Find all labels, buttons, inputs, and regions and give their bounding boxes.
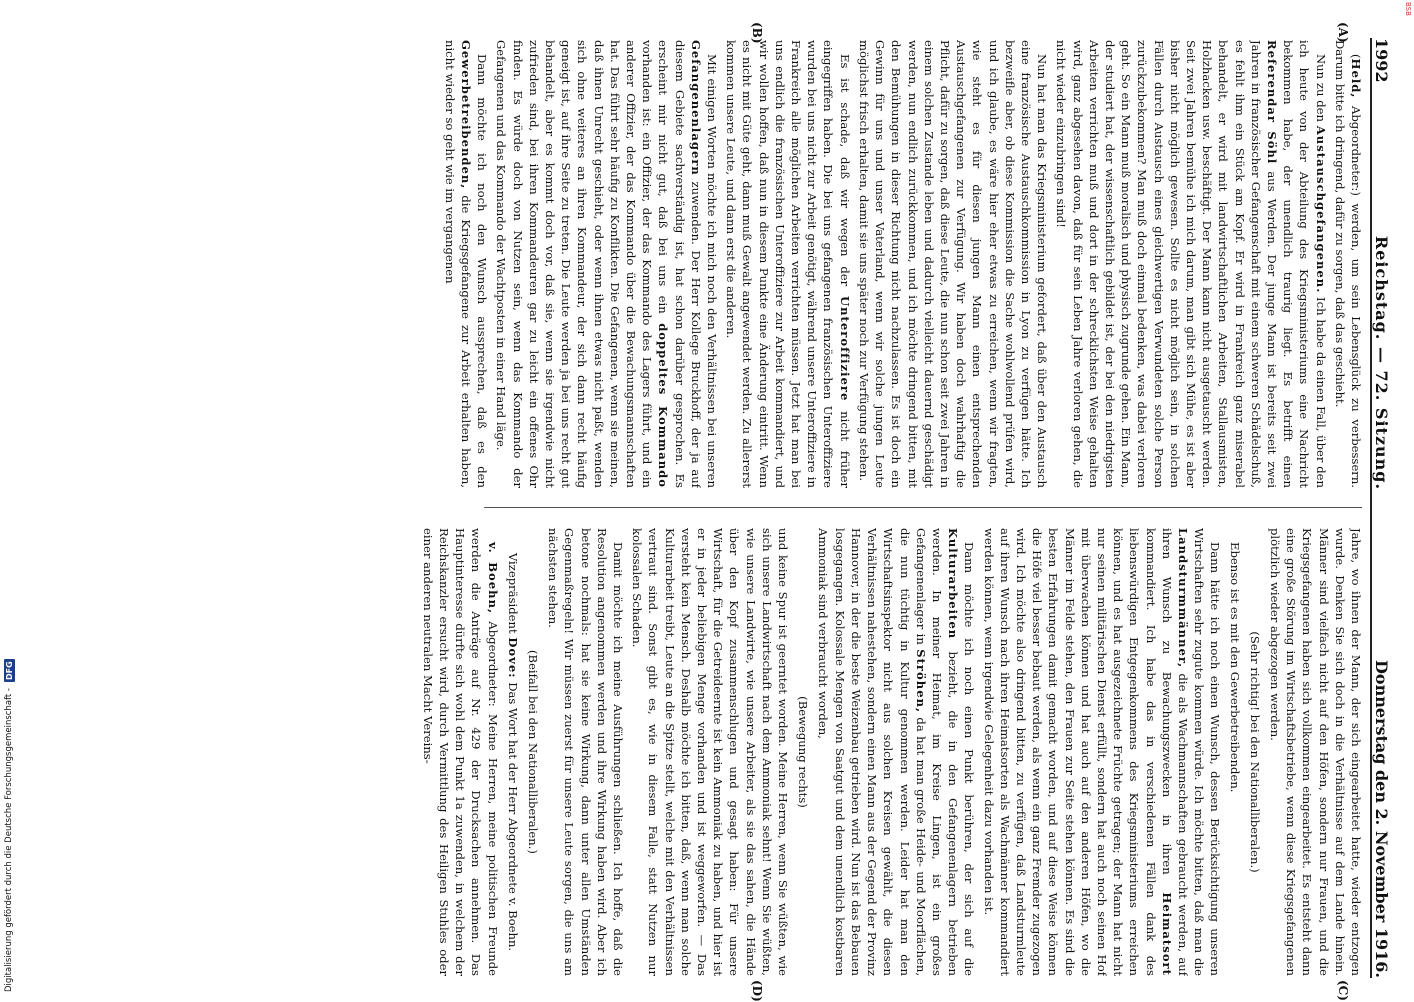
text-run: die Kriegsgefangene zur Arbeit erhalten haben, nicht wieder so geht wie im vergangenen bbox=[442, 40, 474, 488]
keyword: Gefangenenlagern bbox=[688, 40, 703, 176]
text-run: Nun hat man das Kriegsministerium gefordert, daß über den Austausch eine französische Austauschkommission in Lyon zu verfügen hätte. Ich bezweifle aber, ob diese Kommission die Sache wohlwollend prüfen wird, und ich glaube, es wäre hier eher etwas zu erreichen, wenn wir fragten, wie steht es für diesen jungen Mann einen entsprechenden Austauschgefangenen zur Verfügung. Wir haben doch wahrhaftig die Pflicht, dafür zu sorgen, daß diese Leute, die nun schon seit zwei Jahren in einem solchen Zustande leben und dadurch vielleicht dauernd geschädigt werden, nun endlich zurückkommen, und ich möchte dringend bitten, mit den Bemühungen in dieser Richtung nicht nachzulassen. Es ist doch ein Gewinn für uns und unser Vaterland, wenn wir solche jungen Leute möglichst frisch erhalten, damit sie uns später noch zur Verfügung stehen. bbox=[856, 40, 1050, 488]
library-mark: BSB bbox=[1404, 2, 1412, 16]
paragraph: (Held, Abgeordneter:) werden, um sein Lebensglück zu verbessern. Darum bitte ich dringend, dafür zu sorgen, daß das geschieht. bbox=[1332, 40, 1363, 488]
margin-mark-d: (D) bbox=[750, 980, 764, 1002]
keyword: Unteroffiziere bbox=[837, 296, 852, 402]
text-run: und keine Spur ist geerntet worden. Meine Herren, wenn Sie wüßten, wie sich unsere Landwirtschaft nach dem Ammoniak sehnt! Wenn Sie wüßten, wie unsere Landwirte, wie unsere Arbeiter, als sie das sahen, die Hände über den Kopf zusammenschlugen und gesagt haben: Für unsere Wirtschaft, für die Getreideernte ist kein Ammoniak zu haben, und hier ist er in jeder beliebigen Menge vorhanden und ist weggeworfen. — Das versteht kein Mensch. Deshalb möchte ich bitten, daß, wenn man solche Kulturarbeit treibt, Leute an die Spitze stellt, welche mit den Verhältnissen vertraut sind. Sonst gibt es, wie in diesem Falle, statt Nutzen nur kolossalen Schaden. bbox=[630, 528, 791, 976]
document-page bbox=[44, 18, 1404, 1002]
speaker-note: Abgeordneter: bbox=[1349, 105, 1363, 192]
paragraph bbox=[1226, 528, 1242, 976]
text-run: Es ist schade, daß wir wegen der bbox=[837, 54, 852, 287]
keyword: Landsturmmänner, bbox=[1175, 528, 1190, 669]
paragraph bbox=[856, 40, 1050, 488]
column-divider bbox=[484, 507, 1362, 508]
keyword: Austauschgefangenen. bbox=[1313, 125, 1328, 294]
margin-mark-c: (C) bbox=[1336, 980, 1350, 1001]
speaker-name: v. Boehn, bbox=[485, 542, 500, 615]
text-run: Dann möchte ich noch den Wunsch aussprechen, daß es den bbox=[475, 54, 490, 488]
text-run: die als Wachmannschaften gebraucht werden, auf ihren Wunsch zu Bewachungszwecken in ihren bbox=[1159, 528, 1190, 976]
margin-mark-b: (B) bbox=[750, 22, 764, 44]
text-run: Dann möchte ich noch einen Punkt berühren, der sich auf die bbox=[962, 542, 977, 976]
text-run: zuwenden. Der Herr Kollege Bruckhoff, der ja auf diesem Gebiete sachverständig ist, hat schon darüber gesprochen. Es erscheint mir nicht gut, daß bei uns ein bbox=[656, 40, 703, 488]
paragraph bbox=[442, 40, 491, 488]
text-run: Ebenso ist es mit den Gewerbetreibenden. bbox=[1227, 542, 1242, 793]
president-line bbox=[505, 528, 521, 976]
text-run: vorhanden ist: ein Offizier, der das Kommando des Lagers führt, und ein anderer Offizier, der das Kommando über die Bewachungsmannschaften hat. Das führt sehr häufig zu Konflikten. Die Gefangenen, wenn sie meinen, daß ihnen Unrecht geschieht, oder wenn ihnen etwas nicht paßt, wenden sich ohne weiteres an ihren Kommandeur, der sich dann recht häufig geneigt ist, auf ihre Seite zu treten. Die Leute werden ja bei uns recht gut behandelt, aber es kommt doch vor, daß sie, wenn sie irgendwie nicht zufrieden sind, bei ihren Kommandeuren gar zu leicht ein offenes Ohr finden. Es würde doch von Nutzen sein, wenn das Kommando der Gefangenen und das Kommando der Wachtposten in einer Hand läge. bbox=[494, 40, 655, 488]
text-run: aus Werden. Der junge Mann ist bereits seit zwei Jahren in französischer Gefangenschaft mit einem schweren Schädelschuß, es fehlt ihm ein Stück am Kopf. Er wird in Frankreich ganz miserabel behandelt, er wird mit landwirtschaftlichen Arbeiten, Stallausmisten, Holzhacken usw. beschäftigt. Der Mann kann nicht ausgetauscht werden. Seit zwei Jahren bemühe ich mich darum, man gibt sich Mühe, es ist aber bisher nicht möglich gewesen. Sollte es nicht möglich sein, in solchen Fällen durch Austausch eines gleichwertigen Verwundeten solche Person zurückzubekommen? Man muß doch einmal bedenken, was dabei verloren geht. So ein Mann muß moralisch und physisch zugrunde gehen. Ein Mann, der studiert hat, der wissenschaftlich gebildet ist, der bei den niedrigsten Arbeiten verrichten muß und dort in der schrecklichsten Weise gehalten wird, ganz abgesehen davon, daß für sein Leben Jahre verloren gehen, die nicht wieder einzubringen sind! bbox=[1054, 40, 1279, 488]
speaker-name: Held, bbox=[1349, 58, 1363, 99]
margin-mark-a: (A) bbox=[1336, 22, 1350, 43]
applause-note: (Bewegung rechts) bbox=[796, 696, 811, 808]
applause-note: (Beifall bei den Nationalliberalen.) bbox=[526, 650, 541, 854]
text-run: Dann hätte ich noch einen Wunsch, dessen Berücksichtigung unseren Wirtschaften sehr zugute kommen würde. Ich möchte bitten, daß man die bbox=[1192, 528, 1223, 976]
session-date: Donnerstag den 2. November 1916. bbox=[1372, 660, 1391, 978]
president-label: Vizepräsident bbox=[505, 552, 520, 634]
keyword: Ströhen, bbox=[913, 649, 928, 714]
paragraph bbox=[980, 528, 1223, 976]
digitization-footer bbox=[2, 600, 16, 992]
right-column bbox=[56, 528, 1364, 976]
paragraph bbox=[1053, 40, 1328, 488]
paragraph bbox=[420, 528, 501, 976]
text-run: Nun zu den bbox=[1313, 54, 1328, 122]
text-run: Jahre, wo ihnen der Mann, der sich eingearbeitet hatte, wieder entzogen wurde. Denken Sie sich doch in die Verhältnisse auf dem Lande hinein. Männer sind vielfach nicht auf den Höfen, sondern nur Frauen, und die Kriegsgefangenen haben sich vollkommen eingearbeitet. Es entsteht dann eine große Störung im Wirtschaftsbetriebe, wenn diese Kriegsgefangenen plötzlich wieder abgezogen werden. bbox=[1267, 528, 1363, 976]
dfg-logo: DFG bbox=[4, 661, 14, 681]
paragraph bbox=[815, 528, 977, 976]
paragraph bbox=[1267, 528, 1364, 976]
text-run: Abgeordneter: Meine Herren, meine politischen Freunde werden die Anträge auf Nr. 429 der Drucksachen annehmen. Das Hauptinteresse dürfte sich wohl dem Punkt 1a zuwenden, in welchem der Reichskanzler ersucht wird, durch Vermittlung des Heiligen Stuhles oder einer anderen neutralen Macht Vereins- bbox=[420, 528, 500, 976]
keyword: Gewerbetreibenden, bbox=[459, 40, 474, 190]
keyword: Referendar Söhl bbox=[1264, 40, 1279, 165]
left-column bbox=[56, 40, 1364, 488]
applause-note: (Sehr richtig! bei den Nationalliberalen.) bbox=[1247, 631, 1262, 873]
keyword: doppeltes Kommando bbox=[656, 323, 671, 488]
text-run: Das Wort hat der Herr Abgeordnete v. Boehn. bbox=[505, 682, 520, 952]
page-title: Reichstag. — 72. Sitzung. bbox=[1372, 235, 1391, 491]
text-run: Mit einigen Worten möchte ich mich noch den Verhältnissen bei unseren bbox=[705, 54, 720, 488]
keyword: Heimatsort bbox=[1159, 892, 1174, 976]
text-run: bezieht, die in den Gefangenenlagern betrieben werden. In meiner Heimat, im Kreise Lingen, ist ein großes Gefangenenlager in bbox=[913, 528, 961, 976]
paragraph bbox=[545, 528, 626, 976]
text-run: kommandiert. Ich habe das in verschiedenen Fällen dank des liebenswürdigen Entgegenkommens des Kriegsministeriums erreichen können, und es hat ausgezeichnete Früchte getragen; der Mann hat nicht nur seinen militärischen Dienst erfüllt, sondern hat auch noch seinen Hof mit überwachen können und hat auch auf den anderen Höfen, wo die Männer im Felde stehen, den Frauen zur Seite stehen können. Es sind die besten Erfahrungen damit gemacht worden, und auf diese Weise können die Höfe viel besser bebaut werden, als wenn ein ganz Fremder zugezogen wird. Ich möchte also dringend bitten, zu verfügen, daß Landsturmleute auf ihren Wunsch nach ihren Heimatsorten als Wachmänner kommandiert werden können, wenn irgendwie Gelegenheit dazu vorhanden ist. bbox=[981, 528, 1158, 976]
paragraph-text: werden, um sein Lebensglück zu verbessern. Darum bitte ich dringend, dafür zu sorgen, daß das geschieht. bbox=[1332, 40, 1363, 488]
footer-text: Digitalisierung gefördert durch die Deutsche Forschungsgemeinschaft - bbox=[4, 688, 14, 992]
text-run: nicht früher eingegriffen haben. Die bei uns gefangenen französischen Unteroffiziere wurden bei uns nicht zur Arbeit genötigt, während unsere Unteroffiziere in Frankreich alle möglichen Arbeiten verrichten müssen. Jetzt hat man bei uns endlich die französischen Unteroffiziere zur Arbeit kommandiert, und wir wollen hoffen, daß nun in diesem Punkte eine Änderung eintritt. Wenn es nicht mit Güte geht, dann muß Gewalt angewendet werden. Zu allererst kommen unsere Leute, und dann erst die anderen. bbox=[724, 40, 852, 488]
paragraph bbox=[493, 40, 720, 488]
paragraph bbox=[629, 528, 791, 976]
paragraph bbox=[723, 40, 853, 488]
text-run: da hat man große Heide- und Moorflächen, die nun tüchtig in Kultur genommen werden. Leider hat man den Wirtschaftsinspektor nicht aus solchen Kreisen gewählt, die diesen Verhältnissen nahestehen, sondern einen Mann aus der Gegend der Provinz Hannover, in der die beste Weizenbau getrieben wird. Nun ist das Bebauen losgegangen. Kolossale Mengen von Saatgut und dem unendlich kostbaren Ammoniak sind verbraucht worden, bbox=[816, 528, 928, 976]
text-run: Damit möchte ich meine Ausführungen schließen. Ich hoffe, daß die Resolution angenommen werden und ihre Wirkung haben wird. Aber ich betone nochmals: hat sie keine Wirkung, dann unter allen Umständen Gegenmaßregeln! Wir müssen zuerst für unsere Leute sorgen, die uns am nächsten stehen. bbox=[546, 528, 626, 976]
page-header bbox=[1370, 38, 1400, 978]
text-run: Ich habe da einen Fall, über den ich heute von der Abteilung des Kriegsministeriums eine Nachricht bekommen habe, der unendlich traurig liegt. Es betrifft einen bbox=[1281, 40, 1328, 488]
keyword: Kulturarbeiten bbox=[946, 528, 961, 640]
president-name: Dove: bbox=[505, 637, 520, 679]
page-number: 1992 bbox=[1372, 38, 1391, 83]
